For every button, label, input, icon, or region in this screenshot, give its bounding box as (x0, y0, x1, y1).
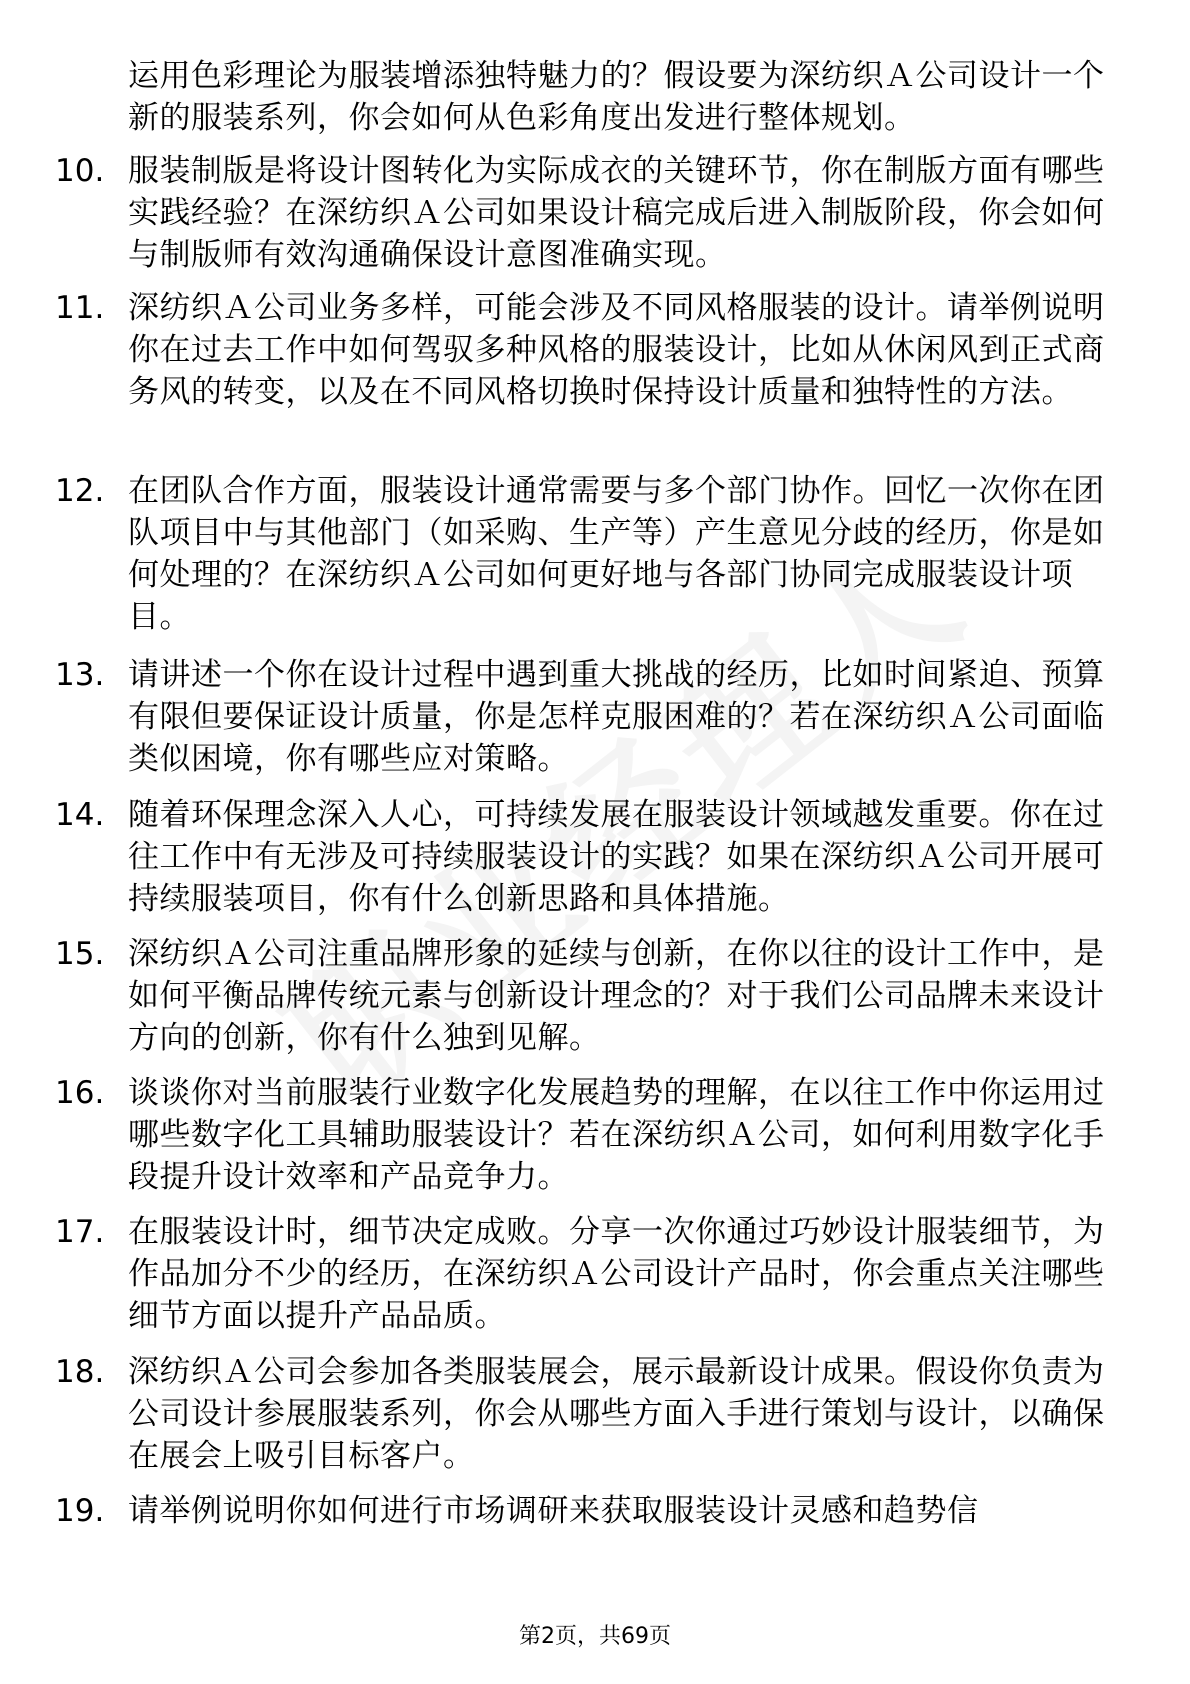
list-item-number: 11. (55, 290, 105, 326)
list-item-number: 13. (55, 657, 105, 693)
list-item-number: 10. (55, 153, 105, 189)
list-item-text: 服装制版是将设计图转化为实际成衣的关键环节，你在制版方面有哪些实践经验？在深纺织Ａ公司如果设计稿完成后进入制版阶段，你会如何与制版师有效沟通确保设计意图准确实现。 (128, 153, 1105, 273)
list-item-number: 16. (55, 1075, 105, 1111)
list-item-number: 19. (55, 1493, 105, 1529)
list-item-number: 14. (55, 797, 105, 833)
list-item-number: 17. (55, 1214, 105, 1250)
list-item-text: 深纺织Ａ公司业务多样，可能会涉及不同风格服装的设计。请举例说明你在过去工作中如何驾驭多种风格的服装设计，比如从休闲风到正式商务风的转变，以及在不同风格切换时保持设计质量和独特性的方法。 (128, 290, 1105, 410)
list-item-text: 深纺织Ａ公司注重品牌形象的延续与创新，在你以往的设计工作中，是如何平衡品牌传统元素与创新设计理念的？对于我们公司品牌未来设计方向的创新，你有什么独到见解。 (128, 936, 1105, 1056)
page-footer: 第2页，共69页 (519, 1624, 671, 1649)
list-item-text: 在团队合作方面，服装设计通常需要与多个部门协作。回忆一次你在团队项目中与其他部门（如采购、生产等）产生意见分歧的经历，你是如何处理的？在深纺织Ａ公司如何更好地与各部门协同完成服装设计项目。 (128, 473, 1105, 635)
list-item-text: 请讲述一个你在设计过程中遇到重大挑战的经历，比如时间紧迫、预算有限但要保证设计质量，你是怎样克服困难的？若在深纺织Ａ公司面临类似困境，你有哪些应对策略。 (128, 657, 1105, 777)
list-item-text: 随着环保理念深入人心，可持续发展在服装设计领域越发重要。你在过往工作中有无涉及可持续服装设计的实践？如果在深纺织Ａ公司开展可持续服装项目，你有什么创新思路和具体措施。 (128, 797, 1105, 917)
list-item-text: 在服装设计时，细节决定成败。分享一次你通过巧妙设计服装细节，为作品加分不少的经历，在深纺织Ａ公司设计产品时，你会重点关注哪些细节方面以提升产品品质。 (128, 1214, 1105, 1334)
list-item-number: 12. (55, 473, 105, 509)
carryover-paragraph: 运用色彩理论为服装增添独特魅力的？假设要为深纺织Ａ公司设计一个新的服装系列，你会如何从色彩角度出发进行整体规划。 (128, 58, 1105, 136)
list-item-text: 谈谈你对当前服装行业数字化发展趋势的理解，在以往工作中你运用过哪些数字化工具辅助服装设计？若在深纺织Ａ公司，如何利用数字化手段提升设计效率和产品竞争力。 (128, 1075, 1105, 1195)
list-item-number: 18. (55, 1354, 105, 1390)
list-item-text: 请举例说明你如何进行市场调研来获取服装设计灵感和趋势信 (128, 1493, 979, 1529)
list-item-number: 15. (55, 936, 105, 972)
list-item-text: 深纺织Ａ公司会参加各类服装展会，展示最新设计成果。假设你负责为公司设计参展服装系列，你会从哪些方面入手进行策划与设计，以确保在展会上吸引目标客户。 (128, 1354, 1105, 1474)
